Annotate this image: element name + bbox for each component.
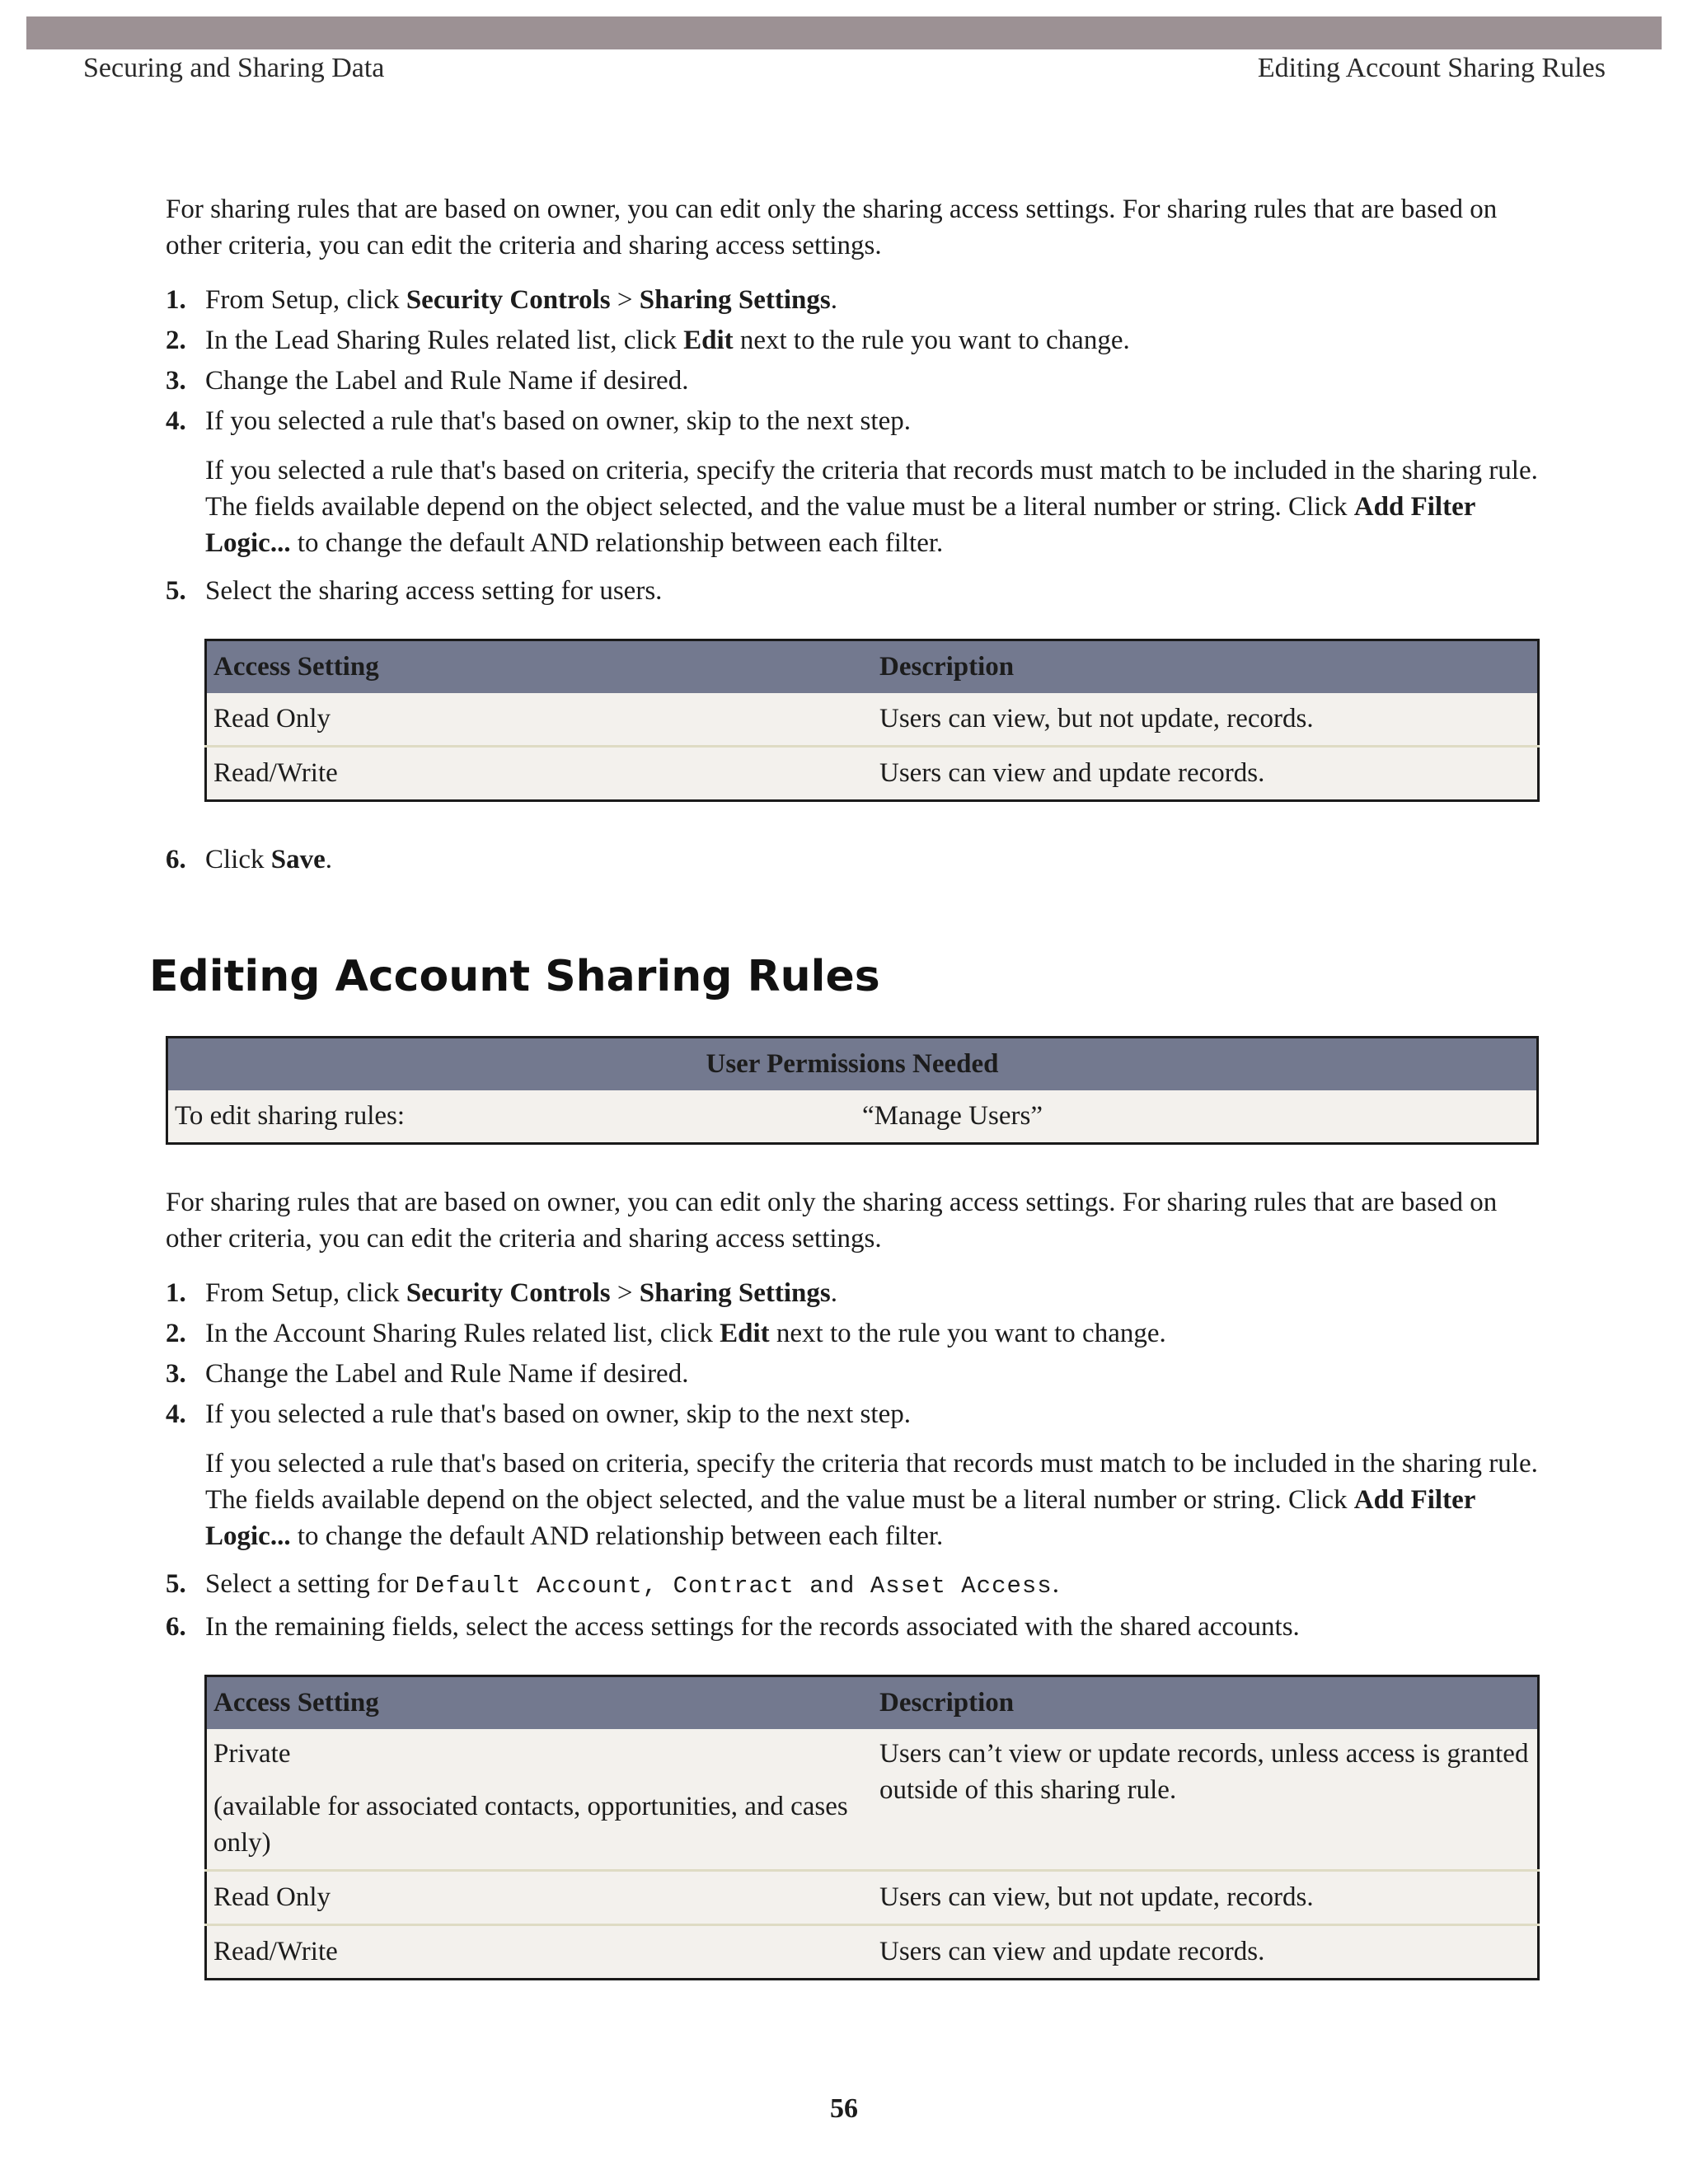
column-header: Description xyxy=(873,640,1539,694)
table-cell xyxy=(206,1729,874,1871)
step-4-detail: If you selected a rule that's based on criteria, specify the criteria that records must match to be included in the sharing rule. The fields available depend on the object selected, and the value must be a literal number or string. Click Add Filter Logic... to change the default AND relationship between each filter. xyxy=(205,456,1538,558)
step-3: 3. Change the Label and Rule Name if desired. xyxy=(166,366,689,396)
add-filter-logic-label: Add Filter Logic... xyxy=(205,492,1475,558)
table-row xyxy=(167,1090,1538,1144)
running-header-left: Securing and Sharing Data xyxy=(83,53,385,83)
intro-paragraph: For sharing rules that are based on owner, you can edit only the sharing access settings. For sharing rules that are based on other criteria, you can edit the criteria and sharing access settings. xyxy=(166,194,1498,260)
access-label: Private xyxy=(213,1739,291,1769)
step-2: 2. In the Account Sharing Rules related list, click Edit next to the rule you want to change. xyxy=(166,1319,1166,1348)
step-6: 6. Click Save. xyxy=(166,845,332,874)
table-cell: To edit sharing rules: xyxy=(167,1090,856,1144)
page-number: 56 xyxy=(830,2093,858,2124)
field-name-code: Default Account, Contract and Asset Access xyxy=(415,1572,1053,1600)
table-row xyxy=(206,1925,1539,1980)
step-5: 5. Select a setting for Default Account, Contract and Asset Access. xyxy=(166,1569,1059,1600)
table-cell: Users can view, but not update, records. xyxy=(873,693,1539,747)
account-access-table xyxy=(204,1675,1540,1980)
step-4: 4. If you selected a rule that's based on owner, skip to the next step. If you selected a rule that's based on criteria, specify the criteria that records must match to be included in the sharing rule. The fields available depend on the object selected, and the value must be a literal number or string. Click Add Filter Logic... to change the default AND relationship between each filter. xyxy=(166,403,1539,561)
column-header: Access Setting xyxy=(206,1676,874,1730)
header-bar xyxy=(26,16,1662,49)
steps-list-continued xyxy=(166,841,1539,878)
steps-list xyxy=(166,282,1539,609)
step-3: 3. Change the Label and Rule Name if desired. xyxy=(166,1359,689,1389)
step-4: 4. If you selected a rule that's based on owner, skip to the next step. If you selected a rule that's based on criteria, specify the criteria that records must match to be included in the sharing rule. The fields available depend on the object selected, and the value must be a literal number or string. Click Add Filter Logic... to change the default AND relationship between each filter. xyxy=(166,1396,1539,1554)
table-cell: Read/Write xyxy=(206,1925,874,1980)
section-heading: Editing Account Sharing Rules xyxy=(149,952,880,1001)
edit-label: Edit xyxy=(683,326,734,355)
table-cell: Users can view and update records. xyxy=(873,747,1539,801)
table-cell: Users can view, but not update, records. xyxy=(873,1871,1539,1925)
edit-label: Edit xyxy=(720,1319,770,1348)
step-5: 5. Select the sharing access setting for users. xyxy=(166,576,663,606)
table-cell: Read Only xyxy=(206,1871,874,1925)
add-filter-logic-label: Add Filter Logic... xyxy=(205,1485,1475,1551)
table-header-row xyxy=(206,1676,1539,1730)
sharing-settings-label: Sharing Settings xyxy=(639,285,831,315)
step-6: 6. In the remaining fields, select the access settings for the records associated with the shared accounts. xyxy=(166,1612,1300,1642)
table-row xyxy=(206,693,1539,747)
user-permissions-table xyxy=(166,1036,1539,1145)
column-header: Access Setting xyxy=(206,640,874,694)
intro-paragraph: For sharing rules that are based on owner, you can edit only the sharing access settings. For sharing rules that are based on other criteria, you can edit the criteria and sharing access settings. xyxy=(166,1188,1498,1254)
table-header-row xyxy=(167,1038,1538,1091)
step-1: 1. From Setup, click Security Controls > Sharing Settings. xyxy=(166,1278,837,1308)
table-cell: Users can view and update records. xyxy=(873,1925,1539,1980)
table-cell: Users can’t view or update records, unless access is granted outside of this sharing rule. xyxy=(873,1729,1539,1871)
account-section xyxy=(166,1036,1539,1980)
table-cell: Read/Write xyxy=(206,747,874,801)
step-1: 1. From Setup, click Security Controls > Sharing Settings. xyxy=(166,285,837,315)
steps-list xyxy=(166,1275,1539,1645)
sharing-settings-label: Sharing Settings xyxy=(639,1278,831,1308)
lead-section xyxy=(166,191,1539,882)
column-header: User Permissions Needed xyxy=(167,1038,1538,1091)
column-header: Description xyxy=(873,1676,1539,1730)
table-cell: Read Only xyxy=(206,693,874,747)
save-label: Save xyxy=(270,845,326,874)
access-note: (available for associated contacts, opportunities, and cases only) xyxy=(213,1792,848,1858)
security-controls-label: Security Controls xyxy=(406,1278,611,1308)
step-2: 2. In the Lead Sharing Rules related list, click Edit next to the rule you want to change. xyxy=(166,326,1130,355)
table-header-row xyxy=(206,640,1539,694)
running-header-right: Editing Account Sharing Rules xyxy=(1257,53,1606,83)
table-row xyxy=(206,747,1539,801)
lead-access-table xyxy=(204,639,1540,802)
table-cell: “Manage Users” xyxy=(856,1090,1538,1144)
step-4-detail: If you selected a rule that's based on criteria, specify the criteria that records must match to be included in the sharing rule. The fields available depend on the object selected, and the value must be a literal number or string. Click Add Filter Logic... to change the default AND relationship between each filter. xyxy=(205,1449,1538,1551)
table-row xyxy=(206,1729,1539,1871)
security-controls-label: Security Controls xyxy=(406,285,611,315)
table-row xyxy=(206,1871,1539,1925)
